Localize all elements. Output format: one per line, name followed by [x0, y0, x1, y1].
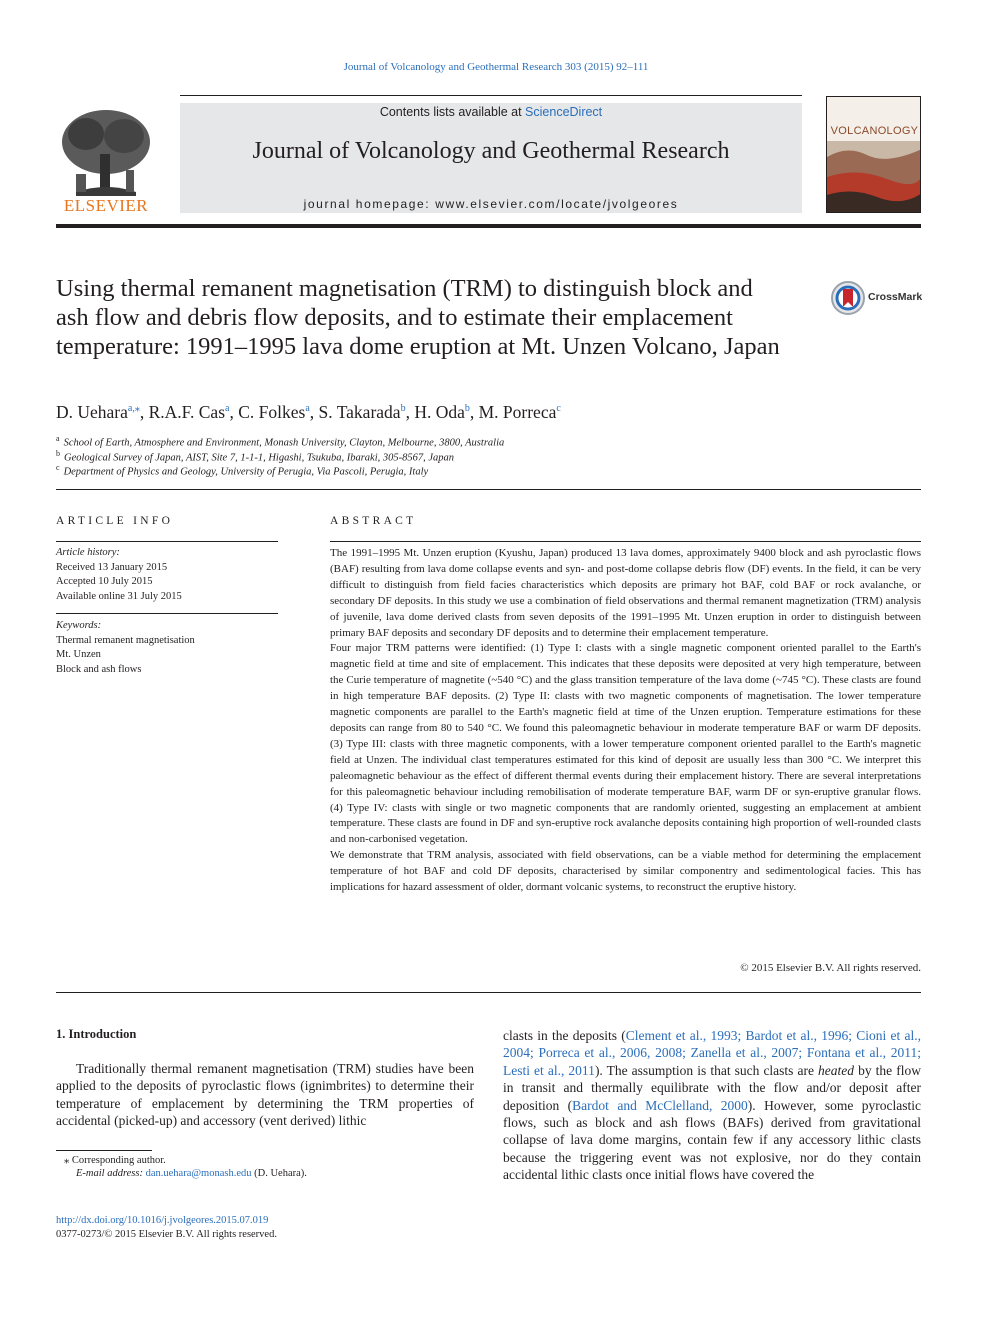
abstract-rule [330, 541, 921, 542]
affiliation-mark: a [56, 434, 60, 443]
contents-available-line [180, 105, 802, 119]
introduction-heading: 1. Introduction [56, 1027, 137, 1041]
crossmark-label[interactable]: CrossMark [868, 291, 923, 303]
abstract-paragraph: The 1991–1995 Mt. Unzen eruption (Kyushu, Japan) produced 13 lava domes, approximately 9400 block and ash pyroclastic flows (BAF) resulting from lava dome collapse events and syn- and post-dome collapse debris flow (DF) events. In the field, it can be very difficult to distinguish from field facies characteristics which deposits are primary hot BAF, cold BAF or rock avalanche, or secondary DF deposits. In this study we use a combination of field observations and thermal remanent magnetization (TRM) analysis of juvenile, lava dome derived clasts from seven deposits of the 1991–1995 Mt. Unzen eruption in order to distinguish between primary BAF deposits and secondary DF deposits and to determine their emplacement temperature. [330, 547, 921, 639]
homepage-prefix: journal homepage: [303, 197, 436, 211]
footnote-rule [56, 1150, 152, 1151]
author-name: C. Folkes [238, 402, 306, 422]
body-text-left-column: Traditionally thermal remanent magnetisation (TRM) studies have been applied to the deposits of pyroclastic flows (ignimbrites) to determine their temperature of emplacement by determining the TRM properties of accidental (picked-up) and accessory (vent derived) lithic [56, 1061, 474, 1129]
body-text: ). However, some pyroclastic flows, such as block and ash flows (BAFs) derived from gravitational collapse of lava dome margins, contain few if any accessory lithic clasts because the triggering event was not explosive, nor do they contain accidental lithic clasts once initial flows have covered the [503, 1097, 921, 1183]
cover-title-word: VOLCANOLOGY [830, 125, 919, 137]
affiliation-b [56, 449, 454, 464]
affiliation-text: School of Earth, Atmosphere and Environment, Monash University, Clayton, Melbourne, 3800, Australia [63, 437, 505, 449]
author-separator: , [139, 402, 149, 422]
article-info-rule [56, 541, 278, 542]
copyright-notice: © 2015 Elsevier B.V. All rights reserved. [740, 962, 921, 974]
journal-cover-thumbnail [826, 96, 921, 213]
homepage-url[interactable]: www.elsevier.com/locate/jvolgeores [435, 197, 679, 211]
online-date: Available online 31 July 2015 [56, 590, 182, 602]
keyword: Mt. Unzen [56, 649, 101, 660]
doi-link[interactable]: http://dx.doi.org/10.1016/j.jvolgeores.2015.07.019 [56, 1215, 269, 1226]
affiliation-mark: b [56, 449, 60, 458]
keyword: Block and ash flows [56, 663, 142, 675]
abstract-paragraph: We demonstrate that TRM analysis, associated with field observations, can be a viable method for determining the emplacement temperature of hot BAF and cold DF deposits, characterised by similar componentry and sedimentological facies. This has implications for hazard assessment of older, dormant volcanic systems, to reconstruct the eruptive history. [330, 849, 921, 894]
author-affiliation-mark[interactable]: a [305, 403, 310, 415]
author-name: S. Takarada [318, 402, 401, 422]
journal-homepage [180, 197, 802, 211]
cover-illustration [827, 97, 921, 213]
author-affiliation-mark[interactable]: c [556, 403, 561, 415]
keywords-label: Keywords: [56, 620, 102, 631]
author-affiliation-mark[interactable]: a,⁎ [127, 403, 140, 415]
author-affiliation-mark[interactable]: b [400, 403, 406, 415]
citation-link[interactable]: Bardot and McClelland, 2000 [572, 1097, 748, 1113]
email-note [76, 1168, 307, 1179]
header-bottom-rule [56, 224, 921, 228]
body-text-right-column [503, 1027, 921, 1184]
article-history [56, 546, 182, 604]
journal-title: Journal of Volcanology and Geothermal Research [252, 138, 730, 164]
keywords-block [56, 619, 195, 677]
body-text: clasts in the deposits ( [503, 1028, 626, 1043]
author-name: R.A.F. Cas [148, 402, 226, 422]
header-top-rule [180, 95, 802, 96]
body-text: ). The assumption is that such clasts are [594, 1062, 819, 1078]
author-name: M. Porreca [478, 402, 557, 422]
author-name: D. Uehara [56, 402, 128, 422]
author-name: H. Oda [414, 402, 465, 422]
publisher-name: ELSEVIER [63, 196, 149, 215]
abstract-body [330, 546, 921, 896]
abstract-heading: ABSTRACT [330, 515, 417, 527]
author-separator: , [229, 402, 239, 422]
author-list [56, 402, 561, 423]
sciencedirect-link[interactable]: ScienceDirect [525, 105, 603, 119]
accepted-date: Accepted 10 July 2015 [56, 576, 153, 587]
keyword: Thermal remanent magnetisation [56, 634, 195, 646]
abstract-paragraph: Four major TRM patterns were identified: (1) Type I: clasts with a single magnetic component oriented parallel to the Earth's magnetic field at time and site of emplacement. This indicates that these deposits were deposited at very high temperature, between the Curie temperature of magnetite (~540 °C) and the glass transition temperature of the lava dome (~745 °C). These clasts are found in high temperature BAF deposits. (2) Type II: clasts with two magnetic components of magnetisation. The lower temperature magnetic components are parallel to the Earth's magnetic field at time of the Unzen eruption. Temperature estimations for these deposits can range from 80 to 540 °C. We found this paleomagnetic behaviour in moderate temperature BAF or warm DF deposits. (3) Type III: clasts with three magnetic components, with a lower temperature component oriented parallel to the Earth's magnetic field at Unzen. The individual clast temperatures estimated for this kind of deposit are usually less than 300 °C. We interpret this paleomagnetic behaviour as the effect of different thermal events during their emplacement history. There are several interpretations for this paleomagnetic behaviour including remobilisation of moderate temperature BAF, warm DF or syn-eruptive granular flows. (4) Type IV: clasts with single or two magnetic components that are randomly oriented, suggesting an emplacement at ambient temperature. These clasts are found in DF and syn-eruptive rock avalanche deposits containing high proportion of well-rounded clasts and non-carbonised vegetation. [330, 642, 921, 846]
affiliation-text: Department of Physics and Geology, University of Perugia, Via Pascoli, Perugia, Italy [63, 466, 429, 478]
corresponding-author-note: ⁎ Corresponding author. [64, 1155, 166, 1166]
article-title: Using thermal remanent magnetisation (TRM) to distinguish block and ash flow and debris flow deposits, and to estimate their emplacement temperature: 1991–1995 lava dome eruption at Mt. Unzen Volcano, Japan [56, 275, 780, 360]
article-info-heading: ARTICLE INFO [56, 515, 174, 527]
issn-copyright: 0377-0273/© 2015 Elsevier B.V. All rights reserved. [56, 1229, 277, 1240]
author-affiliation-mark[interactable]: a [225, 403, 230, 415]
body-text: by the flow in transit and thermally equilibrate with the flow and/or deposit after deposition ( [503, 1062, 921, 1113]
received-date: Received 13 January 2015 [56, 561, 168, 573]
affiliation-a [56, 434, 504, 449]
affiliation-c [56, 463, 428, 478]
author-separator: , [469, 402, 479, 422]
email-label: E-mail address: [76, 1168, 146, 1179]
email-suffix: (D. Uehara). [251, 1168, 307, 1179]
keywords-rule [56, 613, 278, 614]
affiliations-rule [56, 489, 921, 490]
author-separator: , [309, 402, 319, 422]
affiliation-mark: c [56, 463, 60, 472]
author-affiliation-mark[interactable]: b [464, 403, 470, 415]
email-link[interactable]: dan.uehara@monash.edu [145, 1168, 252, 1179]
abstract-bottom-rule [56, 992, 921, 993]
contents-prefix: Contents lists available at [379, 105, 526, 119]
journal-reference[interactable]: Journal of Volcanology and Geothermal Research 303 (2015) 92–111 [343, 61, 649, 73]
affiliation-text: Geological Survey of Japan, AIST, Site 7, 1-1-1, Higashi, Tsukuba, Ibaraki, 305-8567, Japan [64, 452, 455, 464]
author-separator: , [405, 402, 415, 422]
history-label: Article history: [56, 547, 120, 558]
body-text-italic: heated [818, 1062, 855, 1078]
citation-link[interactable]: Clement et al., 1993; Bardot et al., 1996; Cioni et al., 2004; Porreca et al., 2006, 2008; Zanella et al., 2007; Fontana et al., 2011; Lesti et al., 2011 [503, 1028, 922, 1078]
